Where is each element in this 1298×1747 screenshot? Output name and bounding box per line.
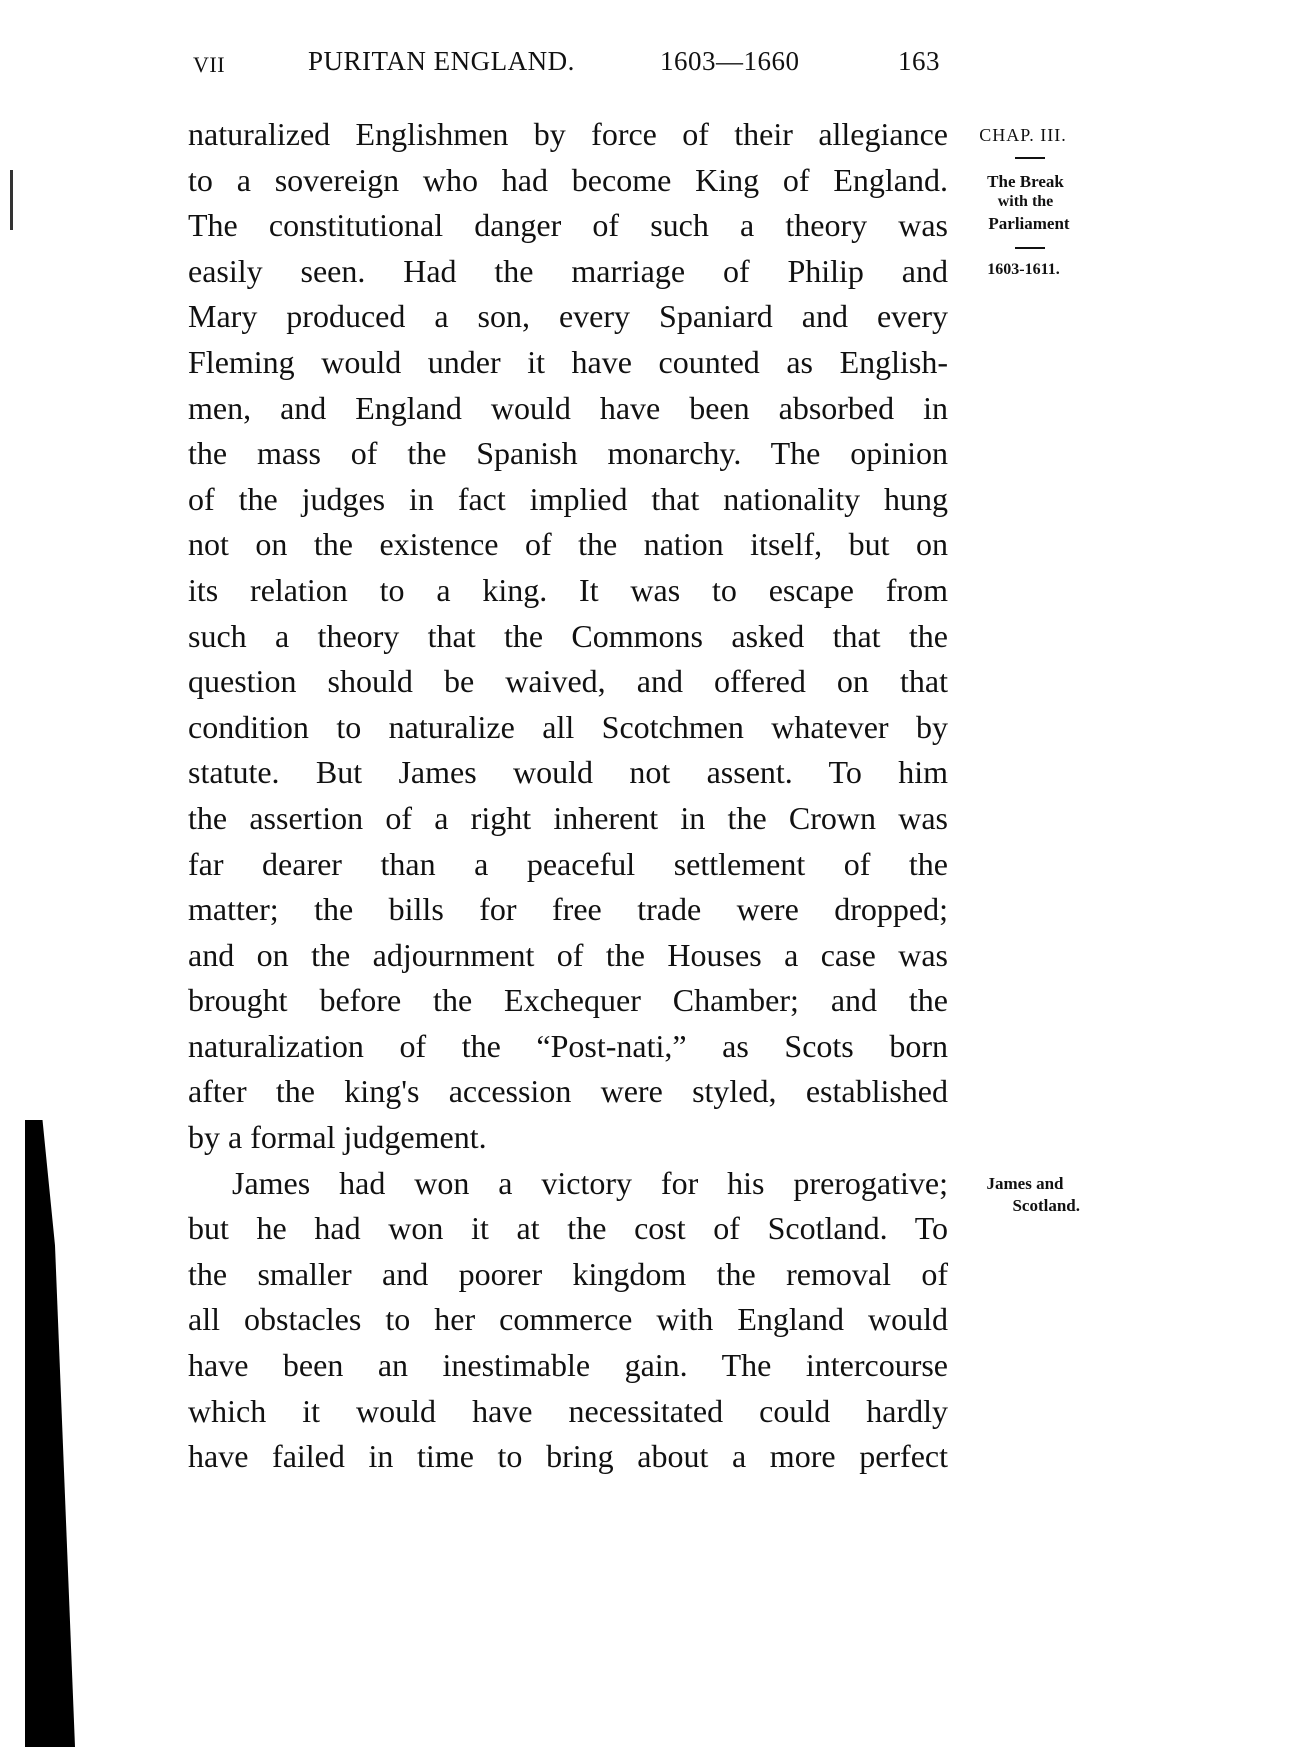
sidenote-rule (1015, 247, 1045, 249)
text-line: of the judges in fact implied that nationality hung (188, 480, 948, 517)
text-line: its relation to a king. It was to escape from (188, 571, 948, 608)
text-line: statute. But James would not assent. To him (188, 754, 948, 791)
page-number: 163 (898, 46, 940, 76)
text-line: Mary produced a son, every Spaniard and every (188, 298, 948, 335)
sidenote-section-line2: with the (997, 193, 1054, 210)
sidenote-section-line3: Parliament (988, 214, 1070, 233)
text-line: the smaller and poorer kingdom the removal of (188, 1255, 948, 1292)
text-line: have been an inestimable gain. The intercourse (188, 1347, 948, 1384)
sidenote-rule (1015, 157, 1045, 159)
text-line: question should be waived, and offered on that (188, 663, 948, 700)
text-line: the mass of the Spanish monarchy. The opinion (188, 435, 948, 472)
text-line: which it would have necessitated could hardly (188, 1392, 948, 1429)
sidenote-james-line2: Scotland. (1012, 1196, 1080, 1215)
body-text (188, 112, 948, 1480)
text-line: matter; the bills for free trade were dropped; (188, 891, 948, 928)
text-line: men, and England would have been absorbed in (188, 389, 948, 426)
running-head-title: PURITAN ENGLAND. (308, 46, 575, 76)
text-line: by a formal judgement. (188, 1119, 487, 1156)
text-line: not on the existence of the nation itself, but on (188, 526, 948, 563)
text-line: have failed in time to bring about a more perfect (188, 1438, 948, 1475)
sidenote-dates: 1603-1611. (987, 261, 1060, 278)
text-line: James had won a victory for his prerogative; (232, 1164, 948, 1201)
running-head-chapter: VII (193, 52, 226, 77)
text-line: The constitutional danger of such a theory was (188, 207, 948, 244)
text-line: condition to naturalize all Scotchmen whatever by (188, 708, 948, 745)
sidenote-chapter: CHAP. III. (979, 125, 1067, 145)
text-line: to a sovereign who had become King of England. (188, 161, 948, 198)
text-line: naturalization of the “Post-nati,” as Scots born (188, 1027, 948, 1064)
text-line: after the king's accession were styled, established (188, 1073, 948, 1110)
scan-edge-mark (10, 170, 13, 230)
text-line: brought before the Exchequer Chamber; and the (188, 982, 948, 1019)
sidenote-james-line1: James and (986, 1174, 1064, 1193)
text-line: and on the adjournment of the Houses a case was (188, 936, 948, 973)
text-line: easily seen. Had the marriage of Philip and (188, 252, 948, 289)
text-line: the assertion of a right inherent in the Crown was (188, 799, 948, 836)
sidenote-section-line1: The Break (987, 172, 1064, 191)
text-line: naturalized Englishmen by force of their allegiance (188, 116, 948, 152)
scan-edge-shadow (25, 1120, 75, 1747)
text-line: such a theory that the Commons asked that the (188, 617, 948, 654)
text-line: but he had won it at the cost of Scotland. To (188, 1210, 948, 1247)
text-line: far dearer than a peaceful settlement of the (188, 845, 948, 882)
running-head-years: 1603—1660 (660, 46, 800, 76)
text-line: all obstacles to her commerce with England would (188, 1301, 948, 1338)
text-line: Fleming would under it have counted as English- (188, 343, 948, 380)
